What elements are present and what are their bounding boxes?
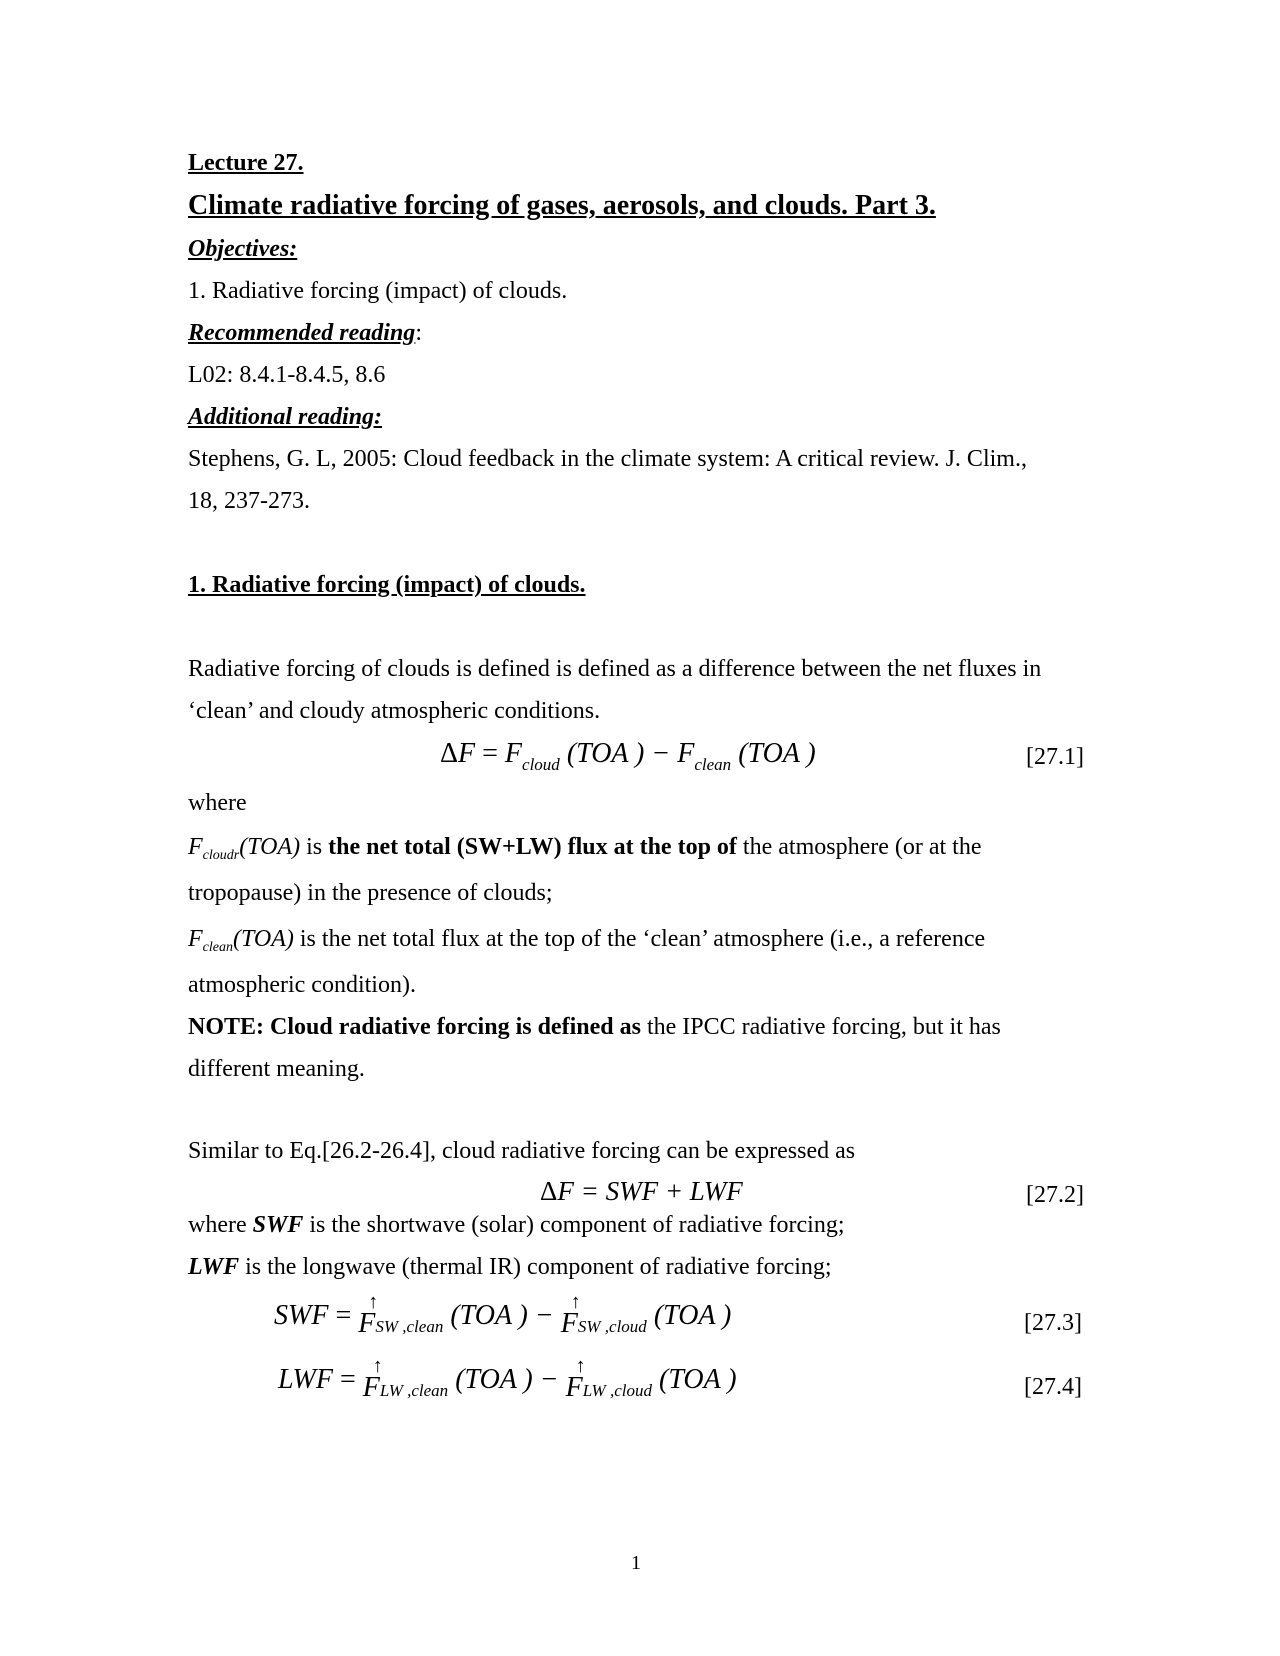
equation-number: [27.4]	[1024, 1374, 1082, 1400]
paragraph-line: Similar to Eq.[26.2-26.4], cloud radiative forcing can be expressed as	[188, 1138, 856, 1164]
paragraph-line: atmospheric condition).	[188, 972, 416, 998]
recommended-label: Recommended reading	[188, 320, 416, 346]
equation-27-3: SWF = F ↑ SW ,clean (TOA ) − F ↑ SW ,cloud (TOA )	[274, 1291, 732, 1339]
section-heading: 1. Radiative forcing (impact) of clouds.	[188, 572, 586, 598]
paragraph-line: where	[188, 790, 247, 816]
swf-description: where SWF is the shortwave (solar) component of radiative forcing;	[188, 1212, 845, 1238]
additional-reading-line2: 18, 237-273.	[188, 488, 310, 514]
paragraph-line: Radiative forcing of clouds is defined is defined as a difference between the net fluxes in	[188, 656, 1042, 682]
additional-reading-heading: Additional reading:	[188, 404, 383, 430]
equation-27-4: LWF = F ↑ LW ,clean (TOA ) − F ↑ LW ,cloud (TOA )	[278, 1355, 737, 1403]
equation-number: [27.3]	[1024, 1310, 1082, 1336]
lecture-number: Lecture 27.	[188, 150, 304, 176]
additional-reading-line1: Stephens, G. L, 2005: Cloud feedback in the climate system: A critical review. J. Clim.,	[188, 446, 1027, 472]
note-line: NOTE: Cloud radiative forcing is defined as the IPCC radiative forcing, but it has	[188, 1014, 1001, 1040]
equation-number: [27.1]	[1026, 744, 1084, 770]
recommended-reading-heading	[188, 320, 422, 347]
recommended-colon: :	[415, 320, 422, 346]
paragraph-line: ‘clean’ and cloudy atmospheric conditions.	[188, 698, 601, 724]
fcloud-definition: $F_{cloudr}(TOA)$ is the net total (SW+LW) flux at the top of the atmosphere (or at the	[188, 834, 982, 863]
lwf-description: LWF is the longwave (thermal IR) component of radiative forcing;	[188, 1254, 832, 1280]
objectives-heading: Objectives:	[188, 236, 298, 262]
fclean-definition: $F_{clean}(TOA)$ is the net total flux at the top of the ‘clean’ atmosphere (i.e., a reference	[188, 926, 986, 955]
page-title: Climate radiative forcing of gases, aerosols, and clouds. Part 3.	[188, 190, 936, 221]
paragraph-line: different meaning.	[188, 1056, 365, 1082]
paragraph-line: tropopause) in the presence of clouds;	[188, 880, 553, 906]
page-number: 1	[631, 1552, 641, 1574]
recommended-reading-text: L02: 8.4.1-8.4.5, 8.6	[188, 362, 386, 388]
objective-item: 1. Radiative forcing (impact) of clouds.	[188, 278, 568, 304]
equation-27-2: ΔF = SWF + LWF	[540, 1176, 743, 1206]
equation-number: [27.2]	[1026, 1182, 1084, 1208]
equation-27-1: $\Delta F = F_{cloud}$ (TOA ) − $F_{clean}$ (TOA )	[440, 738, 816, 774]
